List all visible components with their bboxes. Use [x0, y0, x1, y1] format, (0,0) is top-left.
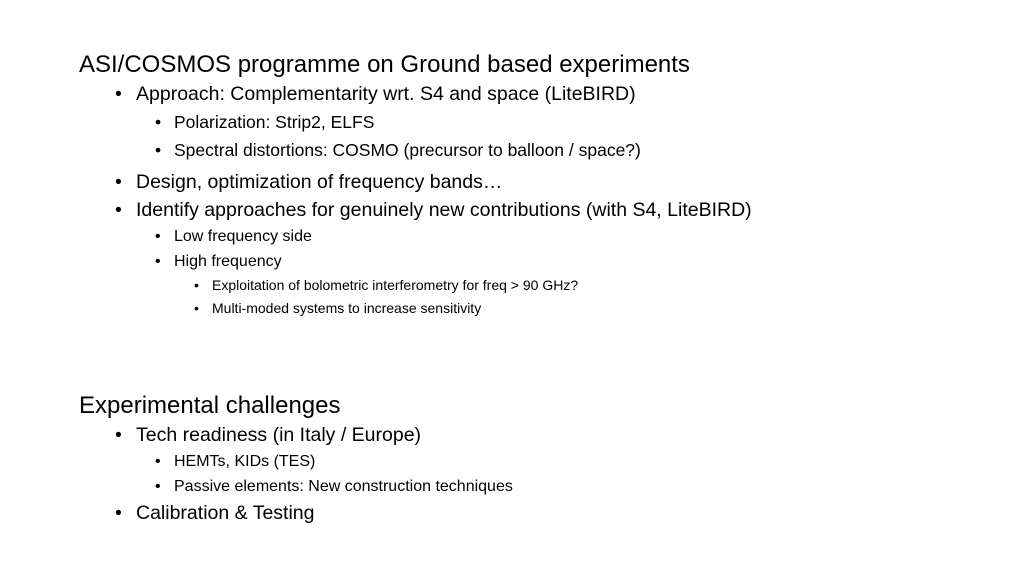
list-item: [136, 80, 979, 168]
list-item: • Polarization: Strip2, ELFS: [174, 108, 979, 136]
list-item: • Multi-moded systems to increase sensitivity: [212, 297, 979, 320]
list-item-text: Low frequency side: [174, 228, 312, 245]
sub-sub-list: [174, 274, 979, 320]
list-item-text: Calibration & Testing: [136, 502, 315, 524]
list-item-text: Design, optimization of frequency bands…: [136, 171, 503, 193]
sub-list: [136, 449, 979, 499]
section-heading: ASI/COSMOS programme on Ground based experiments: [79, 51, 690, 78]
list-item-text: Tech readiness (in Italy / Europe): [136, 424, 422, 446]
list-item: [136, 168, 979, 196]
list-item: • Spectral distortions: COSMO (precursor to balloon / space?): [174, 136, 979, 164]
list-item-text: High frequency: [174, 253, 282, 270]
section-experimental-challenges: [79, 391, 979, 527]
list-item: [136, 196, 979, 320]
list-item: • Exploitation of bolometric interferometry for freq > 90 GHz?: [212, 274, 979, 297]
list-item: [174, 224, 979, 249]
list-item-text: Approach: Complementarity wrt. S4 and space (LiteBIRD): [136, 83, 636, 105]
bullet-list: [79, 421, 979, 527]
list-item: [174, 249, 979, 320]
bullet-list: [79, 80, 979, 320]
section-heading: Experimental challenges: [79, 392, 341, 419]
sub-list: [136, 224, 979, 320]
list-item: [136, 421, 979, 499]
list-item-text: Identify approaches for genuinely new contributions (with S4, LiteBIRD): [136, 199, 752, 221]
list-item: [136, 499, 979, 527]
list-item: • HEMTs, KIDs (TES): [174, 449, 979, 474]
section-ground-experiments: [79, 50, 979, 320]
sub-list: [136, 108, 979, 164]
list-item: • Passive elements: New construction techniques: [174, 474, 979, 499]
